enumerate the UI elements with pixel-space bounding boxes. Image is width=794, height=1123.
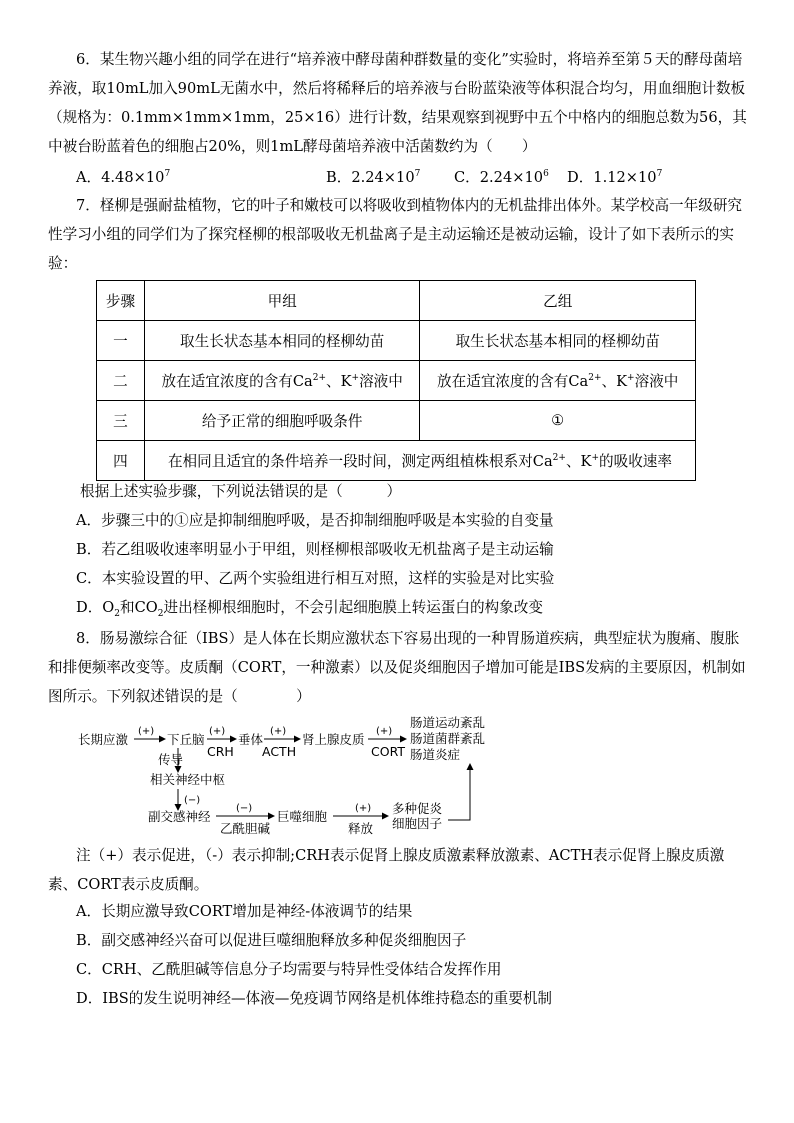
q6-option-c: C．$2.24\times 10^6$ (454, 169, 549, 186)
effect-motility: 肠道运动紊乱 (410, 715, 486, 730)
adrenal-cortex-node: 肾上腺皮质 (302, 732, 365, 747)
q6-stem: 6．某生物兴趣小组的同学在进行“培养液中酵母菌种群数量的变化”实验时，将培养至第５天的酵母菌培养液，取10mL加入90mL无菌水中，然后将稀释后的培养液与台盼蓝染液等体积混合均匀，用血细胞计数板（规格为：0.1mm×1mm×1mm，25×16）进行计数，结果观察到视野中五个中格内的细胞总数为56，其中被台盼蓝着色的细胞占20%，则1mL酵母菌培养液中活菌数约为（ ） (48, 51, 747, 155)
table-row (97, 321, 696, 361)
table-cell: 一 (97, 321, 145, 361)
q7-option-b: B．若乙组吸收速率明显小于甲组，则柽柳根部吸收无机盐离子是主动运输 (76, 541, 554, 558)
acetylcholine-label: 乙酰胆碱 (220, 821, 271, 836)
acth-label: ACTH (262, 744, 297, 759)
table-cell: 四 (97, 441, 145, 481)
cytokines-node: 细胞因子 (392, 816, 443, 831)
parasympathetic-node: 副交感神经 (148, 809, 211, 824)
table-header: 步骤 (97, 281, 145, 321)
q8-option-a: A．长期应激导致CORT增加是神经-体液调节的结果 (76, 903, 413, 920)
q7-option-c: C．本实验设置的甲、乙两个实验组进行相互对照，这样的实验是对比实验 (76, 570, 555, 587)
crh-label: CRH (207, 744, 234, 759)
table-cell: ① (420, 401, 696, 441)
table-row (97, 401, 696, 441)
q6-option-a: A．$4.48\times 10^7$ (76, 169, 171, 186)
table-cell: 二 (97, 361, 145, 401)
hypothalamus-node: 下丘脑 (167, 732, 205, 747)
pituitary-node: 垂体 (238, 732, 264, 747)
q7-question: 根据上述实验步骤，下列说法错误的是（ ） (80, 483, 402, 500)
release-label: 释放 (348, 821, 374, 836)
conduct-label: 传导 (158, 752, 184, 767)
q8-note: 注（+）表示促进，（-）表示抑制;CRH表示促肾上腺皮质激素释放激素、ACTH表示促肾上腺皮质激素、CORT表示皮质酮。 (48, 847, 725, 893)
table-row (97, 361, 696, 401)
table-cell: 放在适宜浓度的含有$Ca^{2+}$、K+溶液中 (144, 361, 420, 401)
table-header-row (97, 281, 696, 321)
q8-stem: 8．肠易激综合征（IBS）是人体在长期应激状态下容易出现的一种胃肠道疾病，典型症状为腹痛、腹胀和排便频率改变等。皮质酮（CORT，一种激素）以及促炎细胞因子增加可能是IBS发病的主要原因，机制如图所示。下列叙述错误的是（ ） (48, 630, 746, 705)
macrophage-node: 巨噬细胞 (277, 809, 328, 824)
plus-sign: (+) (355, 803, 372, 814)
q8-option-c: C．CRH、乙酰胆碱等信息分子均需要与特异性受体结合发挥作用 (76, 961, 502, 978)
table-cell: 给予正常的细胞呼吸条件 (144, 401, 420, 441)
q8-option-d: D．IBS的发生说明神经—体液—免疫调节网络是机体维持稳态的重要机制 (76, 990, 553, 1007)
minus-sign: (−) (184, 795, 201, 806)
minus-sign: (−) (236, 803, 253, 814)
nerve-center-node: 相关神经中枢 (150, 772, 226, 787)
arrow (448, 764, 470, 820)
cort-label: CORT (371, 744, 405, 759)
plus-sign: (+) (209, 726, 226, 737)
table-cell: 三 (97, 401, 145, 441)
stress-node: 长期应激 (78, 732, 129, 747)
ibs-mechanism-diagram (78, 714, 498, 836)
table-cell: 在相同且适宜的条件培养一段时间，测定两组植株根系对$Ca^{2+}$、K+的吸收速率 (144, 441, 695, 481)
effect-inflammation: 肠道炎症 (410, 747, 461, 762)
q6-option-b: B．$2.24\times 10^7$ (326, 169, 421, 186)
table-cell: 放在适宜浓度的含有$Ca^{2+}$、K+溶液中 (420, 361, 696, 401)
q7-option-d: D．$O_2$和$CO_2$进出柽柳根细胞时，不会引起细胞膜上转运蛋白的构象改变 (76, 599, 543, 619)
q8-option-b: B．副交感神经兴奋可以促进巨噬细胞释放多种促炎细胞因子 (76, 932, 467, 949)
plus-sign: (+) (270, 726, 287, 737)
table-header: 甲组 (144, 281, 420, 321)
q6-options (76, 163, 756, 192)
q7-stem: 7．柽柳是强耐盐植物，它的叶子和嫩枝可以将吸收到植物体内的无机盐排出体外。某学校高一年级研究性学习小组的同学们为了探究柽柳的根部吸收无机盐离子是主动运输还是被动运输，设计了如下表所示的实验： (48, 197, 743, 272)
table-row (97, 441, 696, 481)
table-cell: 取生长状态基本相同的柽柳幼苗 (420, 321, 696, 361)
experiment-table (96, 280, 696, 481)
q6-option-d: D．$1.12\times 10^7$ (567, 169, 663, 186)
effect-flora: 肠道菌群紊乱 (410, 731, 486, 746)
plus-sign: (+) (376, 726, 393, 737)
cytokines-node: 多种促炎 (392, 801, 443, 816)
q7-option-a: A．步骤三中的①应是抑制细胞呼吸，是否抑制细胞呼吸是本实验的自变量 (76, 512, 554, 529)
table-header: 乙组 (420, 281, 696, 321)
table-cell: 取生长状态基本相同的柽柳幼苗 (144, 321, 420, 361)
plus-sign: (+) (138, 726, 155, 737)
